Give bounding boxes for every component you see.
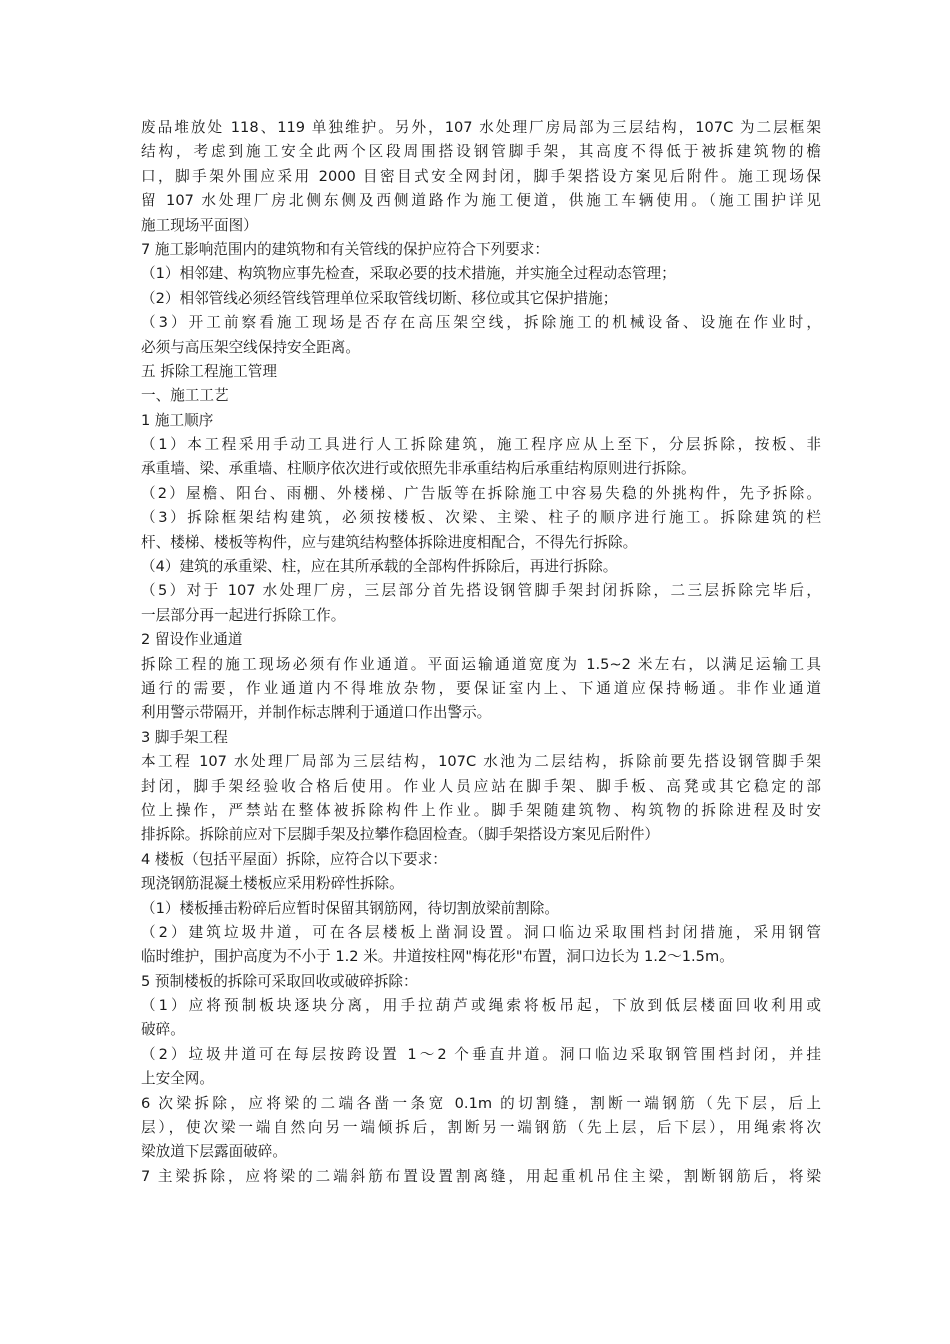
text-line: 利用警示带隔开，并制作标志牌利于通道口作出警示。 xyxy=(141,704,492,722)
text-line: 拆除工程的施工现场必须有作业通道。平面运输通道宽度为 1.5~2 米左右，以满足运输工具 xyxy=(141,655,821,673)
text-line: 留 107 水处理厂房北侧东侧及西侧道路作为施工便道，供施工车辆使用。（施工围护详见 xyxy=(141,192,821,210)
text-line: 3 脚手架工程 xyxy=(141,728,228,746)
text-line: （5）对于 107 水处理厂房，三层部分首先搭设钢管脚手架封闭拆除，二三层拆除完毕后， xyxy=(141,582,821,600)
text-line: 7 主梁拆除，应将梁的二端斜筋布置设置割离缝，用起重机吊住主梁，割断钢筋后，将梁 xyxy=(141,1167,821,1185)
text-line: （3）开工前察看施工现场是否存在高压架空线，拆除施工的机械设备、设施在作业时， xyxy=(141,314,821,332)
text-line: 通行的需要，作业通道内不得堆放杂物，要保证室内上、下通道应保持畅通。非作业通道 xyxy=(141,679,821,697)
text-line: 7 施工影响范围内的建筑物和有关管线的保护应符合下列要求： xyxy=(141,240,549,258)
text-line: （3）拆除框架结构建筑，必须按楼板、次梁、主梁、柱子的顺序进行施工。拆除建筑的栏 xyxy=(141,509,821,527)
text-line: 一层部分再一起进行拆除工作。 xyxy=(141,606,346,624)
text-line: 位上操作，严禁站在整体被拆除构件上作业。脚手架随建筑物、构筑物的拆除进程及时安 xyxy=(141,801,821,819)
text-line: 2 留设作业通道 xyxy=(141,631,243,649)
text-line: 结构，考虑到施工安全此两个区段周围搭设钢管脚手架，其高度不得低于被拆建筑物的檐 xyxy=(141,143,821,161)
text-line: （1）本工程采用手动工具进行人工拆除建筑，施工程序应从上至下，分层拆除，按板、非 xyxy=(141,436,821,454)
text-line: （2）垃圾井道可在每层按跨设置 1～2 个垂直井道。洞口临边采取钢管围档封闭，并挂 xyxy=(141,1045,821,1063)
text-line: 五 拆除工程施工管理 xyxy=(141,362,277,380)
text-line: （4）建筑的承重梁、柱，应在其所承载的全部构件拆除后，再进行拆除。 xyxy=(141,558,618,576)
text-line: 破碎。 xyxy=(141,1021,185,1039)
text-line: 6 次梁拆除，应将梁的二端各凿一条宽 0.1m 的切割缝，割断一端钢筋（先下层，后上 xyxy=(141,1094,821,1112)
text-line: （2）建筑垃圾井道，可在各层楼板上凿洞设置。洞口临边采取围档封闭措施，采用钢管 xyxy=(141,923,821,941)
text-line: 现浇钢筋混凝土楼板应采用粉碎性拆除。 xyxy=(141,875,404,893)
text-line: 4 楼板（包括平屋面）拆除，应符合以下要求： xyxy=(141,850,447,868)
text-line: 一、施工工艺 xyxy=(141,387,229,405)
text-line: 废品堆放处 118、119 单独维护。另外，107 水处理厂房局部为三层结构，107C 为二层框架 xyxy=(141,119,821,136)
document-page xyxy=(141,116,821,1189)
text-line: 层），使次梁一端自然向另一端倾拆后，割断另一端钢筋（先上层，后下层），用绳索将次 xyxy=(141,1119,821,1137)
text-line: 承重墙、梁、承重墙、柱顺序依次进行或依照先非承重结构后承重结构原则进行拆除。 xyxy=(141,460,696,478)
text-line: （1）楼板捶击粉碎后应暂时保留其钢筋网，待切割放梁前割除。 xyxy=(141,899,559,917)
text-line: 临时维护，围护高度为不小于 1.2 米。井道按柱网"梅花形"布置，洞口边长为 1.2～1.5m。 xyxy=(141,948,734,966)
text-line: 排拆除。拆除前应对下层脚手架及拉攀作稳固检查。（脚手架搭设方案见后附件） xyxy=(141,826,660,844)
text-line: （2）屋檐、阳台、雨棚、外楼梯、广告版等在拆除施工中容易失稳的外挑构件，先予拆除。 xyxy=(141,484,821,502)
text-line: （2）相邻管线必须经管线管理单位采取管线切断、移位或其它保护措施； xyxy=(141,289,618,307)
text-line: 施工现场平面图） xyxy=(141,216,258,234)
text-line: 口，脚手架外围应采用 2000 目密目式安全网封闭，脚手架搭设方案见后附件。施工现场保 xyxy=(141,167,821,185)
text-line: 梁放道下层露面破碎。 xyxy=(141,1143,287,1161)
text-line: 上安全网。 xyxy=(141,1070,214,1088)
text-line: 封闭，脚手架经验收合格后使用。作业人员应站在脚手架、脚手板、高凳或其它稳定的部 xyxy=(141,777,821,795)
text-line: （1）相邻建、构筑物应事先检查，采取必要的技术措施，并实施全过程动态管理； xyxy=(141,265,676,283)
text-line: 杆、楼梯、楼板等构件，应与建筑结构整体拆除进度相配合，不得先行拆除。 xyxy=(141,533,638,551)
text-line: 必须与高压架空线保持安全距离。 xyxy=(141,338,360,356)
text-line: 1 施工顺序 xyxy=(141,411,214,429)
text-line: 5 预制楼板的拆除可采取回收或破碎拆除： xyxy=(141,972,418,990)
text-line: 本工程 107 水处理厂局部为三层结构，107C 水池为二层结构，拆除前要先搭设钢管脚手架 xyxy=(141,753,821,771)
text-line: （1）应将预制板块逐块分离，用手拉葫芦或绳索将板吊起，下放到低层楼面回收利用或 xyxy=(141,997,821,1015)
